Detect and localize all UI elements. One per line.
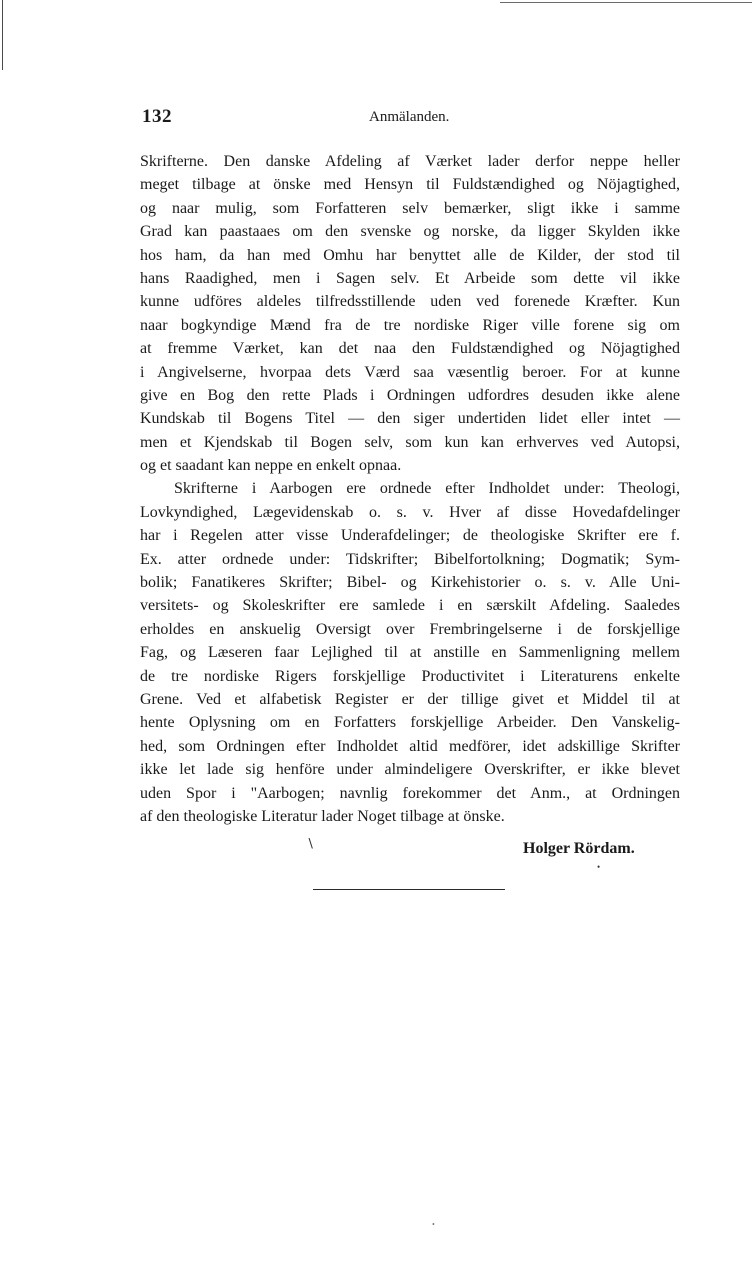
text-line: Grad kan paastaaes om den svenske og norske, da ligger Skylden ikke — [140, 223, 680, 241]
stray-print-dot: • — [432, 1220, 435, 1229]
text-line: ikke let lade sig henföre under almindeligere Overskrifter, er ikke blevet — [140, 761, 680, 779]
text-line: de tre nordiske Rigers forskjellige Productivitet i Literaturens enkelte — [140, 667, 680, 685]
text-line: Fag, og Læseren faar Lejlighed til at anstille en Sammenligning mellem — [140, 644, 680, 662]
text-line-paragraph-end: og et saadant kan neppe en enkelt opnaa. — [140, 457, 402, 475]
page-number: 132 — [142, 106, 172, 127]
author-signature: Holger Rördam. — [523, 840, 635, 857]
text-line: bolik; Fanatikeres Skrifter; Bibel- og Kirkehistorier o. s. v. Alle Uni- — [140, 574, 680, 592]
text-line: hos ham, da han med Omhu har benyttet alle de Kilder, der stod til — [140, 246, 680, 264]
text-line: hans Raadighed, men i Sagen selv. Et Arbeide som dette vil ikke — [140, 269, 680, 287]
text-line: hente Oplysning om en Forfatters forskjellige Arbeider. Den Vanskelig- — [140, 714, 680, 732]
text-line: har i Regelen atter visse Underafdelinger; de theologiske Skrifter ere f. — [140, 527, 680, 545]
text-line: Grene. Ved et alfabetisk Register er der tillige givet et Middel til at — [140, 690, 680, 708]
page-header — [142, 106, 680, 130]
text-line: og naar mulig, som Forfatteren selv bemærker, sligt ikke i samme — [140, 199, 680, 217]
stray-print-mark: ∖ — [306, 836, 315, 851]
text-line: at fremme Værket, kan det naa den Fuldstændighed og Nöjagtighed — [140, 340, 680, 358]
text-line: uden Spor i "Aarbogen; navnlig forekommer det Anm., at Ordningen — [140, 784, 680, 802]
text-line: men et Kjendskab til Bogen selv, som kun kan erhverves ved Autopsi, — [140, 433, 680, 451]
text-line: Ex. atter ordnede under: Tidskrifter; Bibelfortolkning; Dogmatik; Sym- — [140, 550, 680, 568]
left-edge-mark — [2, 0, 3, 70]
text-line: naar bogkyndige Mænd fra de tre nordiske Riger ville forene sig om — [140, 316, 680, 334]
text-line: Lovkyndighed, Lægevidenskab o. s. v. Hver af disse Hovedafdelinger — [140, 503, 680, 521]
text-line: kunne udföres aldeles tilfredsstillende uden ved forenede Kræfter. Kun — [140, 293, 680, 311]
stray-print-dot: • — [597, 862, 601, 872]
end-rule — [313, 889, 505, 890]
text-line: hed, som Ordningen efter Indholdet altid medförer, idet adskillige Skrifter — [140, 737, 680, 755]
body-text — [140, 150, 680, 828]
text-line: Skrifterne. Den danske Afdeling af Værket lader derfor neppe heller — [140, 153, 680, 170]
text-line: versitets- og Skoleskrifter ere samlede i en særskilt Afdeling. Saaledes — [140, 597, 680, 615]
top-edge-rule — [500, 2, 752, 3]
text-line: i Angivelserne, hvorpaa dets Værd saa væsentlig beroer. For at kunne — [140, 363, 680, 381]
text-line: Kundskab til Bogens Titel — den siger undertiden lidet eller intet — — [140, 410, 680, 428]
text-line: give en Bog den rette Plads i Ordningen udfordres desuden ikke alene — [140, 386, 680, 404]
text-line: meget tilbage at önske med Hensyn til Fuldstændighed og Nöjagtighed, — [140, 176, 680, 194]
text-line-paragraph-start: Skrifterne i Aarbogen ere ordnede efter Indholdet under: Theologi, — [174, 480, 680, 498]
text-line: erholdes en anskuelig Oversigt over Frembringelserne i de forskjellige — [140, 620, 680, 638]
running-head: Anmälanden. — [369, 109, 450, 125]
text-line-paragraph-end: af den theologiske Literatur lader Noget tilbage at önske. — [140, 807, 505, 825]
